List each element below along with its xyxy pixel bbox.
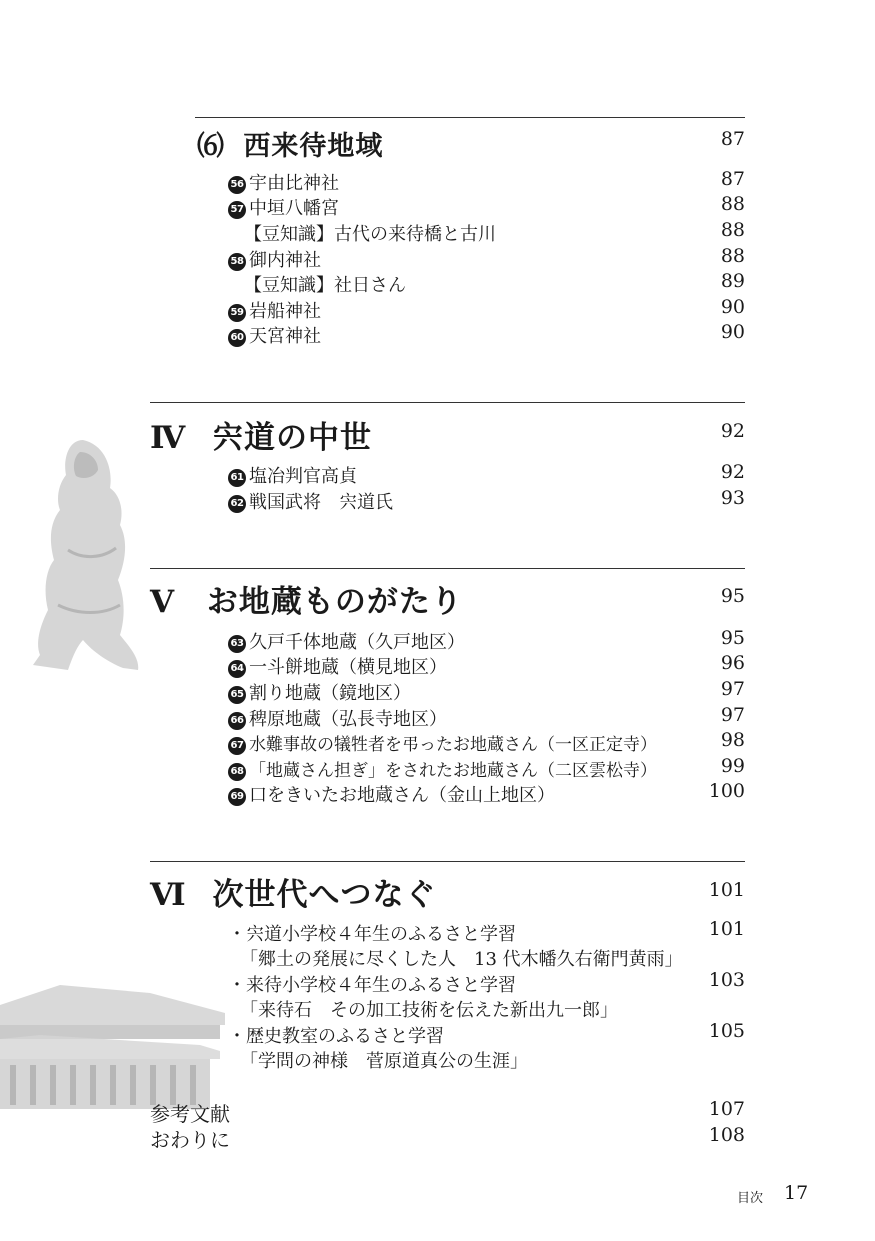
entry-number-badge: 59 — [228, 304, 246, 322]
statue-illustration — [28, 430, 148, 690]
toc-entry: 56 宇由比神社 — [228, 169, 339, 195]
entry-page: 100 — [708, 780, 745, 802]
entry-page: 90 — [720, 321, 745, 343]
entry-page: 89 — [720, 270, 745, 292]
entry-number-badge: 65 — [228, 686, 246, 704]
entry-number-badge: 66 — [228, 712, 246, 730]
entry-number-badge: 67 — [228, 737, 246, 755]
entry-page: 90 — [720, 296, 745, 318]
section-page: 95 — [720, 585, 745, 607]
section-page: 101 — [708, 879, 745, 901]
toc-entry: 61 塩冶判官高貞 — [228, 462, 357, 488]
toc-entry: 64 一斗餅地蔵（横見地区） — [228, 653, 447, 679]
toc-entry: 69 口をきいたお地蔵さん（金山上地区） — [228, 781, 555, 807]
section-title: 西来待地域 — [243, 131, 384, 162]
section-heading — [197, 124, 383, 163]
section-heading — [150, 576, 463, 621]
entry-number-badge: 60 — [228, 329, 246, 347]
entry-page: 107 — [708, 1098, 745, 1120]
section-number: ⑹ — [197, 131, 225, 162]
section-heading — [150, 869, 436, 914]
entry-page: 93 — [720, 487, 745, 509]
toc-entry: ・宍道小学校４年生のふるさと学習 — [228, 924, 516, 945]
entry-page: 95 — [720, 627, 745, 649]
entry-page: 98 — [720, 729, 745, 751]
toc-entry: ・歴史教室のふるさと学習 — [228, 1026, 444, 1047]
toc-end-item: おわりに — [150, 1128, 230, 1152]
toc-entry: 【豆知識】社日さん — [244, 275, 406, 296]
toc-entry: 67 水難事故の犠牲者を弔ったお地蔵さん（一区正定寺） — [228, 730, 657, 755]
toc-entry-subtitle: 「郷土の発展に尽くした人 13 代木幡久右衛門黄雨」 — [240, 949, 683, 970]
section-divider — [195, 117, 745, 118]
section-page: 87 — [720, 128, 745, 150]
entry-number-badge: 62 — [228, 495, 246, 513]
section-divider — [150, 568, 745, 569]
toc-entry: 65 割り地蔵（鏡地区） — [228, 679, 411, 705]
entry-page: 88 — [720, 245, 745, 267]
toc-entry: ・来待小学校４年生のふるさと学習 — [228, 975, 516, 996]
toc-entry: 60 天宮神社 — [228, 322, 321, 348]
toc-entry: 63 久戸千体地蔵（久戸地区） — [228, 628, 465, 654]
entry-number-badge: 56 — [228, 176, 246, 194]
entry-page: 103 — [708, 969, 745, 991]
toc-entry: 62 戦国武将 宍道氏 — [228, 488, 393, 514]
entry-page: 92 — [720, 461, 745, 483]
toc-entry: 58 御内神社 — [228, 246, 321, 272]
entry-page: 101 — [708, 918, 745, 940]
entry-number-badge: 69 — [228, 788, 246, 806]
entry-number-badge: 64 — [228, 660, 246, 678]
entry-page: 97 — [720, 678, 745, 700]
page-number: 17 — [784, 1182, 809, 1204]
section-title: 宍道の中世 — [211, 420, 372, 456]
section-number: Ⅴ — [150, 584, 176, 620]
entry-page: 88 — [720, 219, 745, 241]
section-heading — [150, 412, 372, 457]
toc-entry: 66 稗原地蔵（弘長寺地区） — [228, 705, 447, 731]
toc-entry-subtitle: 「学問の神様 菅原道真公の生涯」 — [240, 1051, 528, 1072]
entry-page: 96 — [720, 652, 745, 674]
toc-end-item: 参考文献 — [150, 1102, 230, 1126]
section-divider — [150, 861, 745, 862]
toc-entry-subtitle: 「来待石 その加工技術を伝えた新出九一郎」 — [240, 1000, 618, 1021]
toc-entry: 59 岩船神社 — [228, 297, 321, 323]
section-number: Ⅳ — [150, 420, 187, 456]
entry-page: 88 — [720, 193, 745, 215]
entry-number-badge: 61 — [228, 469, 246, 487]
entry-number-badge: 58 — [228, 253, 246, 271]
entry-number-badge: 68 — [228, 763, 246, 781]
section-divider — [150, 402, 745, 403]
entry-page: 105 — [708, 1020, 745, 1042]
section-page: 92 — [720, 420, 745, 442]
footer-label: 目次 — [737, 1191, 764, 1206]
toc-entry: 57 中垣八幡宮 — [228, 194, 339, 220]
entry-page: 108 — [708, 1124, 745, 1146]
entry-page: 87 — [720, 168, 745, 190]
townscape-illustration — [0, 965, 230, 1115]
toc-entry: 【豆知識】古代の来待橋と古川 — [244, 224, 496, 245]
section-number: Ⅵ — [150, 877, 187, 913]
entry-number-badge: 57 — [228, 201, 246, 219]
entry-page: 99 — [720, 755, 745, 777]
section-title: お地蔵ものがたり — [206, 584, 463, 620]
entry-number-badge: 63 — [228, 635, 246, 653]
entry-page: 97 — [720, 704, 745, 726]
toc-entry: 68 「地蔵さん担ぎ」をされたお地蔵さん（二区雲松寺） — [228, 756, 657, 781]
section-title: 次世代へつなぐ — [212, 877, 437, 913]
